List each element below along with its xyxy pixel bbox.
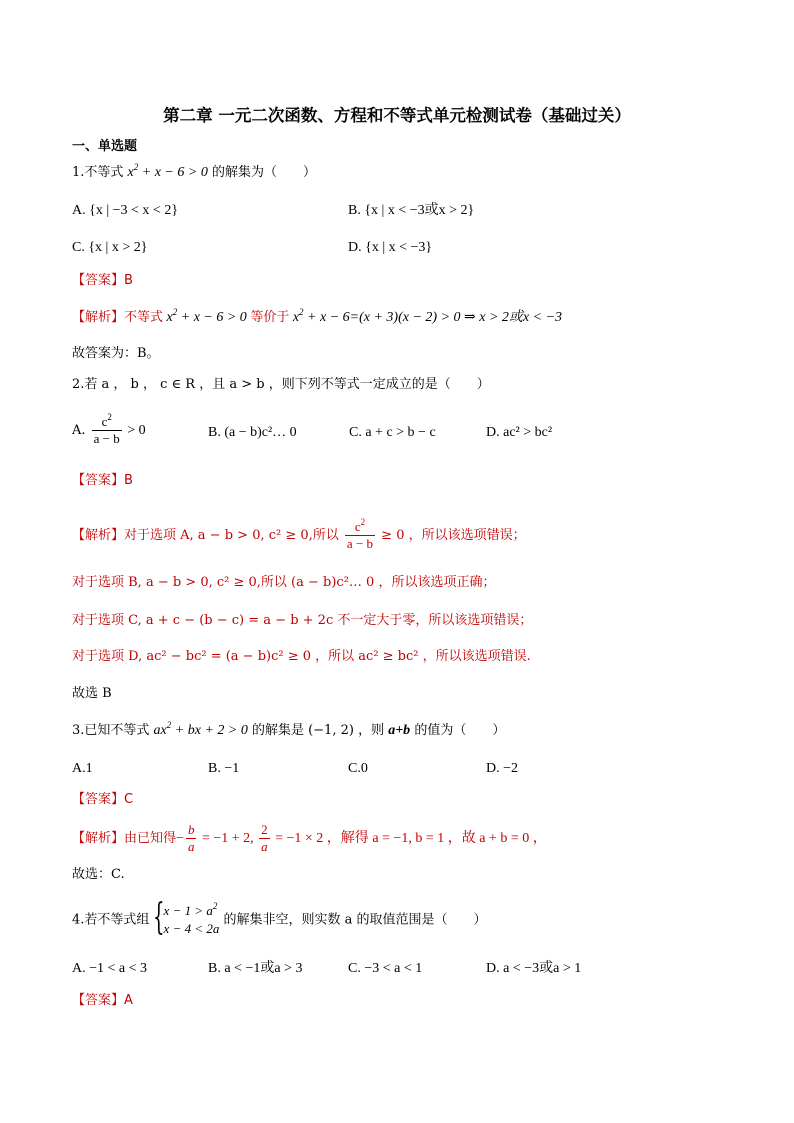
fraction: $\frac{c^2}{a - b}$ [346,517,374,551]
q1-option-d: D. {x | x < −3} [348,240,433,255]
q4-option-c: C. −3 < a < 1 [348,961,423,976]
q2-analysis-line-4: 对于选项 D, ac² − bc² = (a − b)c² ≥ 0 ，所以 ac² ≥ bc² ，所以该选项错误. [72,649,531,664]
q3-option-d: D. −2 [486,761,519,776]
q2-option-a: A. $\frac{c^2}{a - b}$ > 0 [72,412,146,446]
q3-analysis: 【解析】由已知得− $\frac{b}{a}$ = −1 + 2, $\frac{2}{a}$ = −1 × 2 ，解得 a = −1, b = 1 ，故 a + b = 0 ， [72,822,547,854]
fraction: $\frac{c^2}{a - b}$ [93,412,120,446]
q3-conclusion: 故选：C. [72,867,125,882]
fraction: $\frac{2}{a}$ [261,822,268,854]
q4-option-b: B. a < −1或a > 3 [208,961,303,976]
q2-answer: 【答案】B [72,473,133,488]
q3-stem: 3.已知不等式 $ax^2$ + bx + 2 > 0 的解集是 (−1, 2) ，则 a+b 的值为（ ） [72,720,506,738]
q2-stem: 2.若 a ， b ， c ∈ R ，且 a > b ，则下列不等式一定成立的是（ ） [72,377,490,392]
fraction: $\frac{b}{a}$ [187,822,195,854]
q1-analysis: 【解析】不等式 $x^2 + x - 6 > 0$ 等价于 $x^2 + x - 6=(x + 3)(x - 2) > 0$ ⇒ x > 2或x < −3 [72,307,563,325]
q2-option-d: D. ac² > bc² [486,425,553,440]
brace-icon: { [152,897,164,938]
q1-answer: 【答案】B [72,273,133,288]
inequality-system: { $x - 1 > a^2$ x − 4 < 2a [152,897,220,938]
q2-conclusion: 故选 B [72,686,112,701]
q4-option-a: A. −1 < a < 3 [72,961,148,976]
q3-option-a: A.1 [72,761,93,776]
section-heading: 一、单选题 [72,139,138,154]
q1-option-b: B. {x | x < −3或x > 2} [348,203,475,218]
q2-option-b: B. (a − b)c²… 0 [208,425,297,440]
q3-option-c: C.0 [348,761,368,776]
q1-stem: 1.不等式 $x^2 + x - 6 > 0$ 的解集为（ ） [72,162,316,180]
q1-conclusion: 故答案为：B。 [72,346,160,361]
q4-stem: 4.若不等式组 { $x - 1 > a^2$ x − 4 < 2a 的解集非空，则实数 a 的取值范围是（ ） [72,897,487,938]
q2-analysis-line-2: 对于选项 B, a − b > 0, c² ≥ 0,所以 (a − b)c²… 0 ，所以该选项正确； [72,575,496,590]
q1-option-a: A. {x | −3 < x < 2} [72,203,179,218]
q3-answer: 【答案】C [72,792,134,807]
q2-option-c: C. a + c > b − c [349,425,436,440]
q3-option-b: B. −1 [208,761,240,776]
q1-option-c: C. {x | x > 2} [72,240,148,255]
q4-answer: 【答案】A [72,993,133,1008]
q1-inequality: $x^2 + x - 6 > 0$ [127,162,208,180]
q2-analysis-line-1: 【解析】对于选项 A, a − b > 0, c² ≥ 0,所以 $\frac{c^2}{a - b}$ ≥ 0 ，所以该选项错误； [72,517,526,551]
q2-analysis-line-3: 对于选项 C, a + c − (b − c) = a − b + 2c 不一定大于零，所以该选项错误； [72,613,533,628]
q4-option-d: D. a < −3或a > 1 [486,961,582,976]
page-title: 第二章 一元二次函数、方程和不等式单元检测试卷（基础过关） [163,106,631,125]
